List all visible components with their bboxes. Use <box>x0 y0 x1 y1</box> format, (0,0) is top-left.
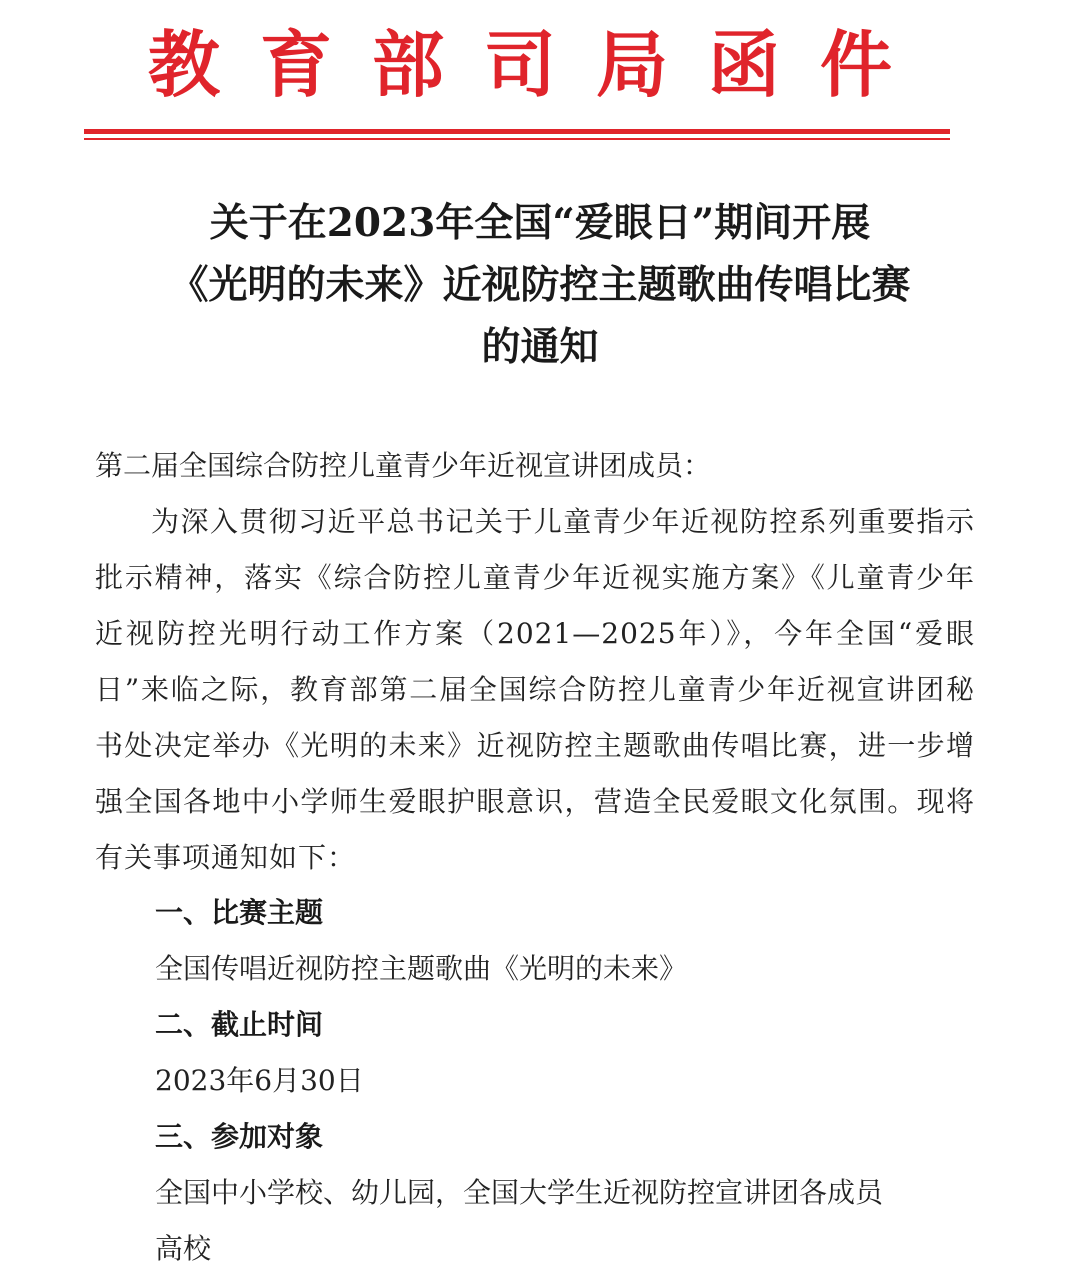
section-3-content: 全国中小学校、幼儿园，全国大学生近视防控宣讲团各成员 <box>155 1176 884 1209</box>
letterhead-rule-thick <box>84 129 950 134</box>
section-3-content-continued: 高校 <box>155 1232 212 1265</box>
section-3-heading: 三、参加对象 <box>155 1120 324 1153</box>
title-line-2: 《光明的未来》近视防控主题歌曲传唱比赛 <box>169 262 911 308</box>
addressee: 第二届全国综合防控儿童青少年近视宣讲团成员： <box>95 449 712 482</box>
document-title <box>0 192 1080 378</box>
letterhead-rule-thin <box>84 138 950 140</box>
section-1-content: 全国传唱近视防控主题歌曲《光明的未来》 <box>155 952 688 985</box>
section-1-heading: 一、比赛主题 <box>155 896 324 929</box>
intro-paragraph: 为深入贯彻习近平总书记关于儿童青少年近视防控系列重要指示批示精神，落实《综合防控儿童青少年近视实施方案》《儿童青少年近视防控光明行动工作方案（2021—2025年）》，今年全国“爱眼日”来临之际，教育部第二届全国综合防控儿童青少年近视宣讲团秘书处决定举办《光明的未来》近视防控主题歌曲传唱比赛，进一步增强全国各地中小学师生爱眼护眼意识，营造全民爱眼文化氛围。现将有关事项通知如下： <box>95 505 975 874</box>
title-line-1: 关于在2023年全国“爱眼日”期间开展 <box>209 200 871 246</box>
title-line-3: 的通知 <box>481 324 599 370</box>
section-2-heading: 二、截止时间 <box>155 1008 324 1041</box>
letterhead-title: 教育部司局函件 <box>147 22 932 107</box>
section-2-content: 2023年6月30日 <box>155 1064 364 1097</box>
